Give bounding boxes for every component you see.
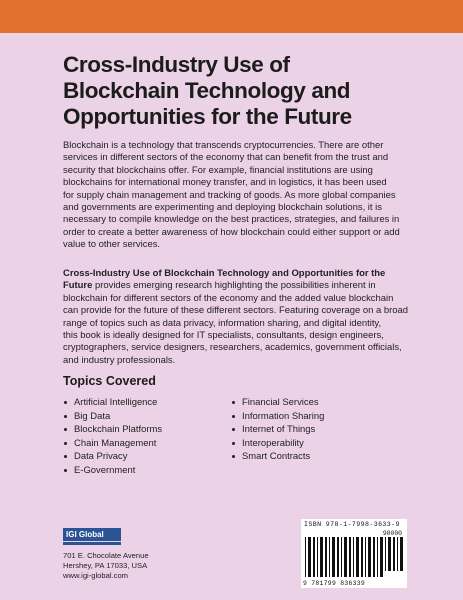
publisher-address (63, 551, 149, 581)
bullet-icon (232, 415, 235, 418)
address-line: Hershey, PA 17033, USA (63, 561, 148, 570)
barcode-bar (368, 537, 371, 577)
topic-item (232, 423, 324, 437)
summary-paragraph (63, 268, 408, 367)
barcode-bar (344, 537, 347, 577)
barcode-bar (308, 537, 311, 577)
topic-label: E-Government (74, 464, 136, 476)
text-line (63, 268, 408, 280)
barcode-bar (337, 537, 339, 577)
topics-list-left (64, 396, 162, 477)
barcode-bar (320, 537, 323, 577)
barcode (301, 519, 407, 588)
barcode-bar (305, 537, 306, 577)
title-line: Blockchain Technology and (63, 78, 351, 103)
bullet-icon (64, 442, 67, 445)
text-line: range of topics such as data privacy, information sharing, and digital identity, (63, 317, 382, 329)
barcode-bars-icon (305, 537, 383, 577)
address-line: 701 E. Chocolate Avenue (63, 551, 149, 560)
topic-label: Information Sharing (242, 410, 325, 422)
bullet-icon (64, 455, 67, 458)
text-span: provides emerging research highlighting the possibilities inherent in (92, 280, 376, 292)
top-color-band (0, 0, 463, 33)
topic-item (64, 396, 162, 410)
topic-label: Internet of Things (242, 424, 316, 435)
description-paragraph (63, 140, 408, 252)
bullet-icon (232, 442, 235, 445)
barcode-bar (377, 537, 378, 577)
barcode-bar (356, 537, 359, 577)
barcode-bar (325, 537, 327, 577)
barcode-number: 9 781799 836339 (303, 580, 366, 587)
publisher-logo: IGI Global (63, 528, 121, 541)
topics-list-right (232, 396, 324, 464)
topic-label: Smart Contracts (242, 451, 311, 462)
bullet-icon (64, 415, 67, 418)
barcode-bar (393, 537, 395, 571)
text-line: blockchains for international money transfer, and in logistics, it has been used (63, 177, 387, 189)
isbn-text: ISBN 978-1-7998-3633-9 (304, 521, 400, 528)
bullet-icon (64, 401, 67, 404)
barcode-bar (373, 537, 375, 577)
barcode-bar (365, 537, 366, 577)
barcode-bar (380, 537, 383, 577)
text-line: Blockchain is a technology that transcends cryptocurrencies. There are other (63, 140, 384, 151)
title-line: Cross-Industry Use of (63, 52, 290, 77)
topic-item (64, 464, 162, 478)
barcode-bar (317, 537, 318, 577)
barcode-bar (388, 537, 391, 571)
barcode-addon-bars-icon (385, 537, 403, 571)
text-line: value to other services. (63, 239, 161, 251)
price-code: 90000 (382, 530, 402, 537)
text-line: services in different sectors of the economy that can benefit from the trust and (63, 152, 389, 164)
topic-label: Blockchain Platforms (74, 424, 163, 435)
barcode-bar (329, 537, 330, 577)
text-line: necessary to compile knowledge on the best practices, strategies, and failures in (63, 214, 400, 226)
text-line: this book is ideally designed for IT specialists, consultants, design engineers, (63, 330, 384, 342)
text-line: and governments are experimenting and deploying blockchain solutions, it is (63, 202, 382, 214)
barcode-bar (353, 537, 354, 577)
address-line: www.igi-global.com (63, 571, 128, 580)
topic-label: Data Privacy (74, 451, 128, 462)
topic-label: Artificial Intelligence (74, 397, 158, 408)
topic-item (64, 410, 162, 424)
topic-label: Chain Management (74, 437, 157, 449)
bullet-icon (64, 469, 67, 472)
topic-label: Big Data (74, 410, 111, 422)
text-line: blockchain for different sectors of the economy and the added value blockchain (63, 292, 394, 304)
topic-label: Financial Services (242, 397, 319, 408)
bullet-icon (232, 401, 235, 404)
barcode-bar (313, 537, 315, 577)
text-line: order to create a better awareness of how blockchain could either support or add (63, 226, 400, 238)
title-line: Opportunities for the Future (63, 104, 352, 129)
topic-item (232, 437, 324, 451)
barcode-bar (332, 537, 335, 577)
text-line: cryptographers, service designers, researchers, academics, government officials, (63, 342, 402, 354)
topic-item (64, 423, 162, 437)
barcode-bar (400, 537, 403, 571)
text-line (63, 280, 408, 292)
topic-item (232, 410, 324, 424)
topic-item (64, 450, 162, 464)
publisher-logo-underbar (63, 541, 121, 545)
text-line: and industry professionals. (63, 354, 176, 366)
bullet-icon (232, 428, 235, 431)
barcode-bar (349, 537, 351, 577)
bold-title: Future (63, 280, 93, 292)
text-line: can provide for the future of these different sectors. Featuring coverage on a broad (63, 305, 409, 317)
bullet-icon (64, 428, 67, 431)
topic-item (232, 450, 324, 464)
topic-item (64, 437, 162, 451)
barcode-bar (385, 537, 386, 571)
book-title (63, 52, 403, 130)
topics-heading: Topics Covered (63, 374, 156, 388)
bold-title: Cross-Industry Use of Blockchain Technology and Opportunities for the (63, 268, 386, 279)
barcode-bar (361, 537, 363, 577)
barcode-bar (341, 537, 342, 577)
bullet-icon (232, 455, 235, 458)
barcode-bar (397, 537, 398, 571)
text-line: security that blockchains offer. For example, financial institutions are using (63, 164, 373, 176)
topic-label: Interoperability (242, 437, 304, 449)
text-line: for supply chain management and tracking of goods. As more global companies (63, 189, 396, 201)
topic-item (232, 396, 324, 410)
